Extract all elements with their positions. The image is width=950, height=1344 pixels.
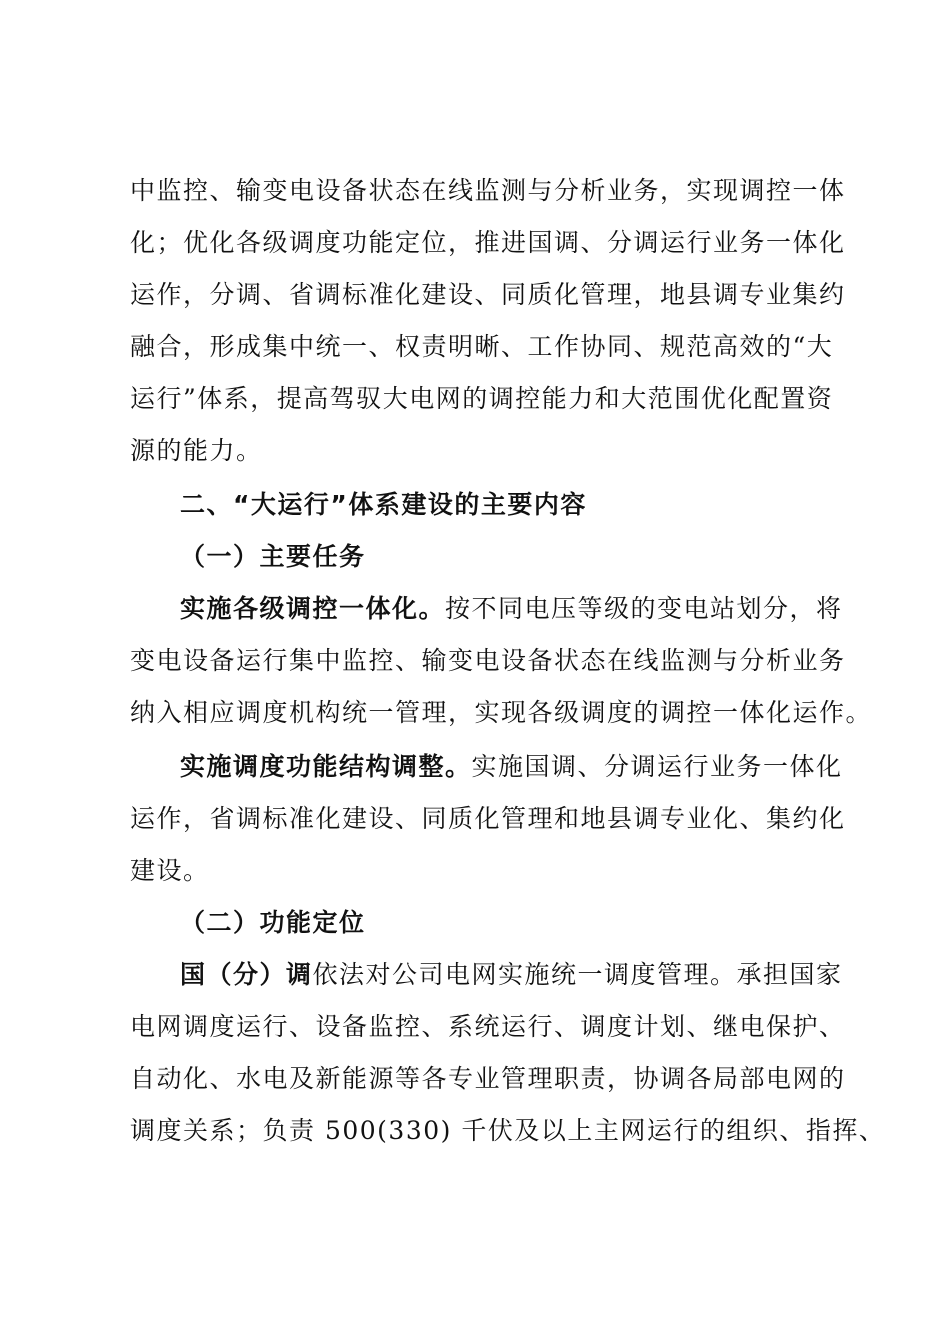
paragraph-line: 运作，省调标准化建设、同质化管理和地县调专业化、集约化 xyxy=(130,804,846,833)
bold-lead: 实施各级调控一体化。 xyxy=(180,594,446,623)
paragraph-text: 实施国调、分调运行业务一体化 xyxy=(471,752,843,781)
paragraph-line: 纳入相应调度机构统一管理，实现各级调度的调控一体化运作。 xyxy=(130,698,873,727)
paragraph-line xyxy=(180,752,843,782)
paragraph-text: 依法对公司电网实施统一调度管理。承担国家 xyxy=(312,960,843,989)
paragraph-line: 源的能力。 xyxy=(130,436,263,465)
paragraph-line: 运行”体系，提高驾驭大电网的调控能力和大范围优化配置资 xyxy=(130,384,834,413)
paragraph-line: 调度关系；负责 500(330) 千伏及以上主网运行的组织、指挥、 xyxy=(130,1116,886,1145)
subsection-heading: （一）主要任务 xyxy=(180,542,366,571)
paragraph-line xyxy=(180,594,843,624)
subsection-heading: （二）功能定位 xyxy=(180,908,366,937)
paragraph-line xyxy=(180,960,843,990)
paragraph-line: 建设。 xyxy=(130,856,210,885)
paragraph-line: 中监控、输变电设备状态在线监测与分析业务，实现调控一体 xyxy=(130,176,846,205)
paragraph-line: 融合，形成集中统一、权责明晰、工作协同、规范高效的“大 xyxy=(130,332,834,361)
bold-lead: 实施调度功能结构调整。 xyxy=(180,752,472,781)
paragraph-line: 电网调度运行、设备监控、系统运行、调度计划、继电保护、 xyxy=(130,1012,846,1041)
paragraph-line: 化；优化各级调度功能定位，推进国调、分调运行业务一体化 xyxy=(130,228,846,257)
bold-lead: 国（分）调 xyxy=(180,960,313,989)
paragraph-text: 按不同电压等级的变电站划分，将 xyxy=(445,594,843,623)
paragraph-line: 自动化、水电及新能源等各专业管理职责，协调各局部电网的 xyxy=(130,1064,846,1093)
section-heading: 二、“大运行”体系建设的主要内容 xyxy=(180,490,587,519)
paragraph-line: 变电设备运行集中监控、输变电设备状态在线监测与分析业务 xyxy=(130,646,846,675)
paragraph-line: 运作，分调、省调标准化建设、同质化管理，地县调专业集约 xyxy=(130,280,846,309)
